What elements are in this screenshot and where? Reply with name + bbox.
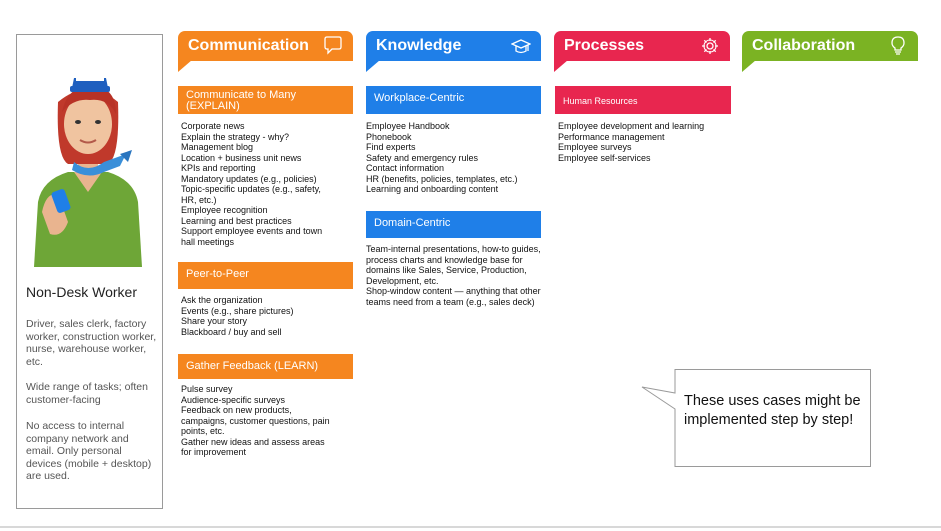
list-item: Blackboard / buy and sell — [181, 326, 282, 337]
collaboration-title: Collaboration — [752, 37, 856, 54]
list-item: campaigns, customer questions, pain — [181, 415, 330, 426]
list-item: HR, etc.) — [181, 194, 217, 205]
list-item: Corporate news — [181, 121, 245, 131]
list-item: Events (e.g., share pictures) — [181, 305, 294, 316]
list-item: HR (benefits, policies, templates, etc.) — [366, 173, 518, 184]
list-item: Support employee events and town — [181, 226, 323, 236]
section-peer-to-peer: Peer-to-Peer — [178, 262, 353, 289]
persona-tasks: Wide range of tasks; often customer-facing — [26, 381, 148, 406]
callout-text: These uses cases might be implemented step by step! — [684, 393, 861, 428]
list-item: Development, etc. — [366, 275, 439, 286]
graduation-cap-icon — [511, 36, 531, 56]
list-item: Shop-window content — anything that other — [366, 286, 541, 296]
list-item: for improvement — [181, 447, 247, 457]
list-item: Learning and best practices — [181, 215, 292, 226]
section-communicate-to-many: Communicate to Many (EXPLAIN) — [178, 86, 353, 114]
gather-feedback-list — [181, 384, 353, 458]
communication-title: Communication — [188, 37, 309, 54]
list-item: Topic-specific updates (e.g., safety, — [181, 184, 321, 194]
speech-bubble-icon — [323, 36, 343, 56]
communication-header — [178, 31, 353, 61]
section-gather-feedback: Gather Feedback (LEARN) — [178, 354, 353, 379]
persona-title: Non-Desk Worker — [26, 284, 137, 300]
list-item: Learning and onboarding content — [366, 184, 499, 194]
list-item: Employee surveys — [558, 142, 632, 152]
list-item: teams need from a team (e.g., sales deck) — [366, 296, 535, 307]
human-resources-list — [558, 121, 733, 163]
knowledge-header — [366, 31, 541, 61]
list-item: Explain the strategy - why? — [181, 131, 290, 142]
knowledge-title: Knowledge — [376, 37, 462, 54]
workplace-centric-list — [366, 121, 546, 195]
peer-to-peer-list — [181, 295, 353, 337]
list-item: Share your story — [181, 316, 248, 326]
list-item: Phonebook — [366, 131, 412, 142]
bottom-divider — [0, 526, 941, 528]
domain-centric-list — [366, 244, 548, 307]
list-item: Team-internal presentations, how-to guides, — [366, 244, 541, 254]
collaboration-header-tail — [742, 60, 756, 72]
list-item: Pulse survey — [181, 384, 233, 394]
communicate-to-many-list — [181, 121, 353, 247]
collaboration-header — [742, 31, 918, 61]
list-item: Employee Handbook — [366, 121, 450, 131]
list-item: Employee development and learning — [558, 121, 705, 131]
communication-header-tail — [178, 60, 192, 72]
processes-title: Processes — [564, 37, 645, 54]
section-domain-centric: Domain-Centric — [366, 211, 541, 238]
section-human-resources: Human Resources — [555, 86, 731, 114]
gear-icon — [700, 36, 720, 56]
list-item: Mandatory updates (e.g., policies) — [181, 173, 317, 184]
list-item: Audience-specific surveys — [181, 394, 286, 405]
section-workplace-centric: Workplace-Centric — [366, 86, 541, 114]
list-item: Employee recognition — [181, 205, 268, 215]
list-item: KPIs and reporting — [181, 163, 256, 173]
list-item: Management blog — [181, 142, 254, 152]
list-item: Feedback on new products, — [181, 405, 292, 415]
knowledge-header-tail — [366, 60, 380, 72]
list-item: hall meetings — [181, 236, 235, 247]
list-item: domains like Sales, Service, Production, — [366, 265, 527, 275]
list-item: Performance management — [558, 131, 665, 142]
processes-header-tail — [554, 60, 568, 72]
list-item: Safety and emergency rules — [366, 152, 479, 163]
list-item: Contact information — [366, 163, 445, 173]
list-item: process charts and knowledge base for — [366, 254, 523, 265]
persona-access: No access to internal company network and email. Only personal devices (mobile + desktop) are used. — [26, 420, 152, 482]
list-item: points, etc. — [181, 426, 225, 436]
lightbulb-icon — [888, 36, 908, 56]
list-item: Ask the organization — [181, 295, 263, 305]
list-item: Employee self-services — [558, 152, 651, 163]
persona-description: Driver, sales clerk, factory worker, construction worker, nurse, warehouse worker, etc. — [26, 318, 157, 368]
list-item: Gather new ideas and assess areas — [181, 436, 325, 447]
list-item: Location + business unit news — [181, 152, 302, 163]
list-item: Find experts — [366, 142, 416, 152]
worker-illustration — [28, 62, 148, 267]
processes-header — [554, 31, 730, 61]
